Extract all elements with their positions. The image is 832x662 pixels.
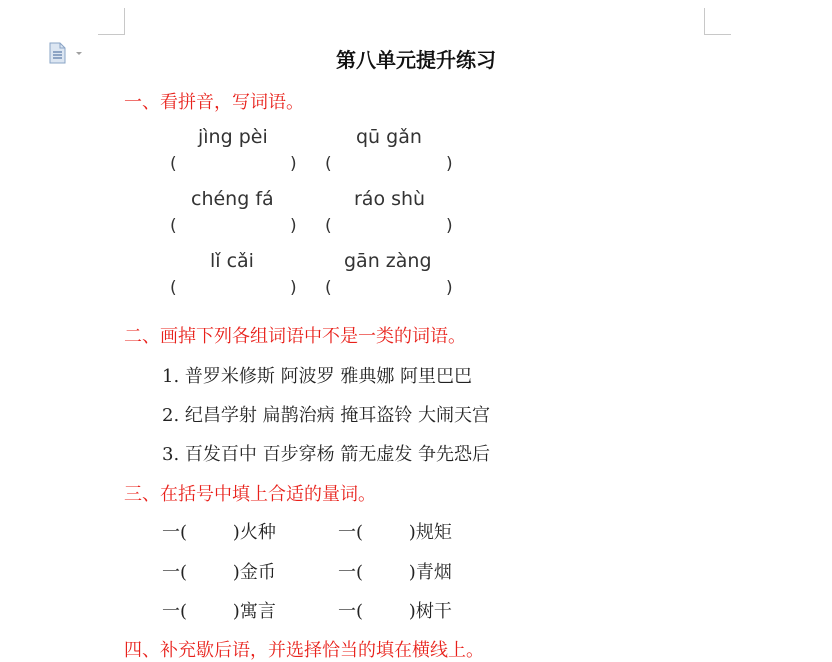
answer-paren-open: ( (170, 278, 177, 298)
answer-paren-close: ) (446, 278, 453, 298)
answer-paren-open: ( (170, 216, 177, 236)
section1-heading: 一、看拼音，写词语。 (124, 92, 304, 113)
measure-word-item: 一( )金币 (162, 562, 276, 583)
measure-word-item: 一( )寓言 (162, 601, 276, 622)
answer-paren-open: ( (325, 154, 332, 174)
pinyin-6: gān zàng (344, 250, 432, 272)
margin-corner-right (704, 8, 731, 35)
measure-word-item: 一( )青烟 (338, 562, 452, 583)
list-item: 1. 普罗米修斯 阿波罗 雅典娜 阿里巴巴 (162, 366, 473, 387)
answer-paren-open: ( (325, 278, 332, 298)
measure-word-item: 一( )规矩 (338, 522, 452, 543)
pinyin-5: lǐ cǎi (210, 250, 254, 272)
answer-paren-open: ( (170, 154, 177, 174)
answer-paren-close: ) (446, 154, 453, 174)
section2-heading: 二、画掉下列各组词语中不是一类的词语。 (124, 326, 466, 347)
answer-paren-close: ) (446, 216, 453, 236)
pinyin-3: chéng fá (191, 188, 274, 210)
answer-paren-open: ( (325, 216, 332, 236)
pinyin-4: ráo shù (354, 188, 426, 210)
margin-corner-left (98, 8, 125, 35)
list-item: 2. 纪昌学射 扁鹊治病 掩耳盗铃 大闹天宫 (162, 405, 491, 426)
list-item: 3. 百发百中 百步穿杨 箭无虚发 争先恐后 (162, 444, 491, 465)
measure-word-item: 一( )火种 (162, 522, 276, 543)
pinyin-1: jìng pèi (198, 126, 268, 148)
answer-paren-close: ) (290, 154, 297, 174)
page-title: 第八单元提升练习 (336, 48, 496, 72)
section3-heading: 三、在括号中填上合适的量词。 (124, 484, 376, 505)
answer-paren-close: ) (290, 278, 297, 298)
pinyin-2: qū gǎn (356, 126, 422, 148)
section4-heading: 四、补充歇后语，并选择恰当的填在横线上。 (124, 640, 484, 661)
measure-word-item: 一( )树干 (338, 601, 452, 622)
answer-paren-close: ) (290, 216, 297, 236)
